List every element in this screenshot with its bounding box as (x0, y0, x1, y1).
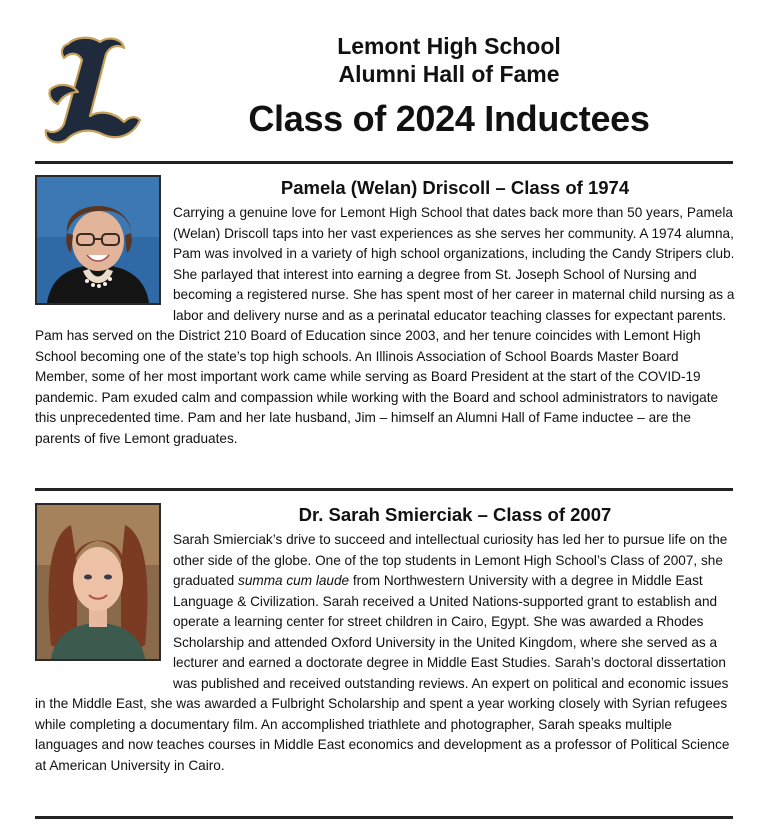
inductee-section-smierciak (35, 502, 735, 776)
bio-text-start: Sarah Smierciak’s drive to succeed and intellectual curiosity has led her to pursue life on the other side of the globe. One of the top students in Lemont High School’s Class of 2007, she graduated (173, 532, 728, 588)
inductee-name: Pamela (Welan) Driscoll – Class of 1974 (280, 177, 630, 198)
inductee-bio: Carrying a genuine love for Lemont High School that dates back more than 50 years, Pamela (Welan) Driscoll taps into her vast experiences as she serves her community. A 1974 alumna, Pam was involved in a variety of high school organizations, including the Candy Stripers club. She parlayed that interest into earning a degree from St. Joseph School of Nursing and becoming a registered nurse. She has spent most of her career in maternal child nursing as a labor and delivery nurse and as a perinatal educator teaching classes for expectant parents. Pam has served on the District 210 Board of Education since 2003, and her tenure coincides with Lemont High School becoming one of the state’s top high schools. An Illinois Association of School Boards Master Board Member, some of her most important work came while serving as Board President at the start of the COVID-19 pandemic. Pam exuded calm and compassion while working with the Board and school administrators to navigate this unprecedented time. Pam and her late husband, Jim – himself an Alumni Hall of Fame inductee – are the parents of five Lemont graduates. (35, 205, 735, 446)
inductee-section-driscoll (35, 175, 735, 449)
bio-text-latin-honor: summa cum laude (238, 573, 350, 588)
inductee-name: Dr. Sarah Smierciak – Class of 2007 (298, 504, 612, 525)
top-divider (35, 161, 733, 164)
school-name: Lemont High School (337, 33, 561, 59)
lemont-l-logo (38, 30, 146, 150)
bio-text-end: from Northwestern University with a degree in Middle East Language & Civilization. Sarah received a United Nations-supported grant to establish and operate a learning center for street children in Cairo, Egypt. She was awarded a Rhodes Scholarship and attended Oxford University in the United Kingdom, where she served as a lecturer and earned a doctorate degree in Middle East Studies. Sarah’s doctoral dissertation was published and received outstanding reviews. An expert on political and economic issues in the Middle East, she was awarded a Fulbright Scholarship and spent a year working closely with Syrian refugees while completing a documentary film. An accomplished triathlete and photographer, Sarah speaks multiple languages and now teaches courses in Middle East economics and development as a professor of Political Science at American University in Cairo. (35, 573, 730, 773)
page-title: Class of 2024 Inductees (248, 98, 650, 139)
bottom-divider (35, 816, 733, 819)
hall-of-fame-name: Alumni Hall of Fame (338, 61, 560, 87)
header (150, 32, 748, 142)
middle-divider (35, 488, 733, 491)
